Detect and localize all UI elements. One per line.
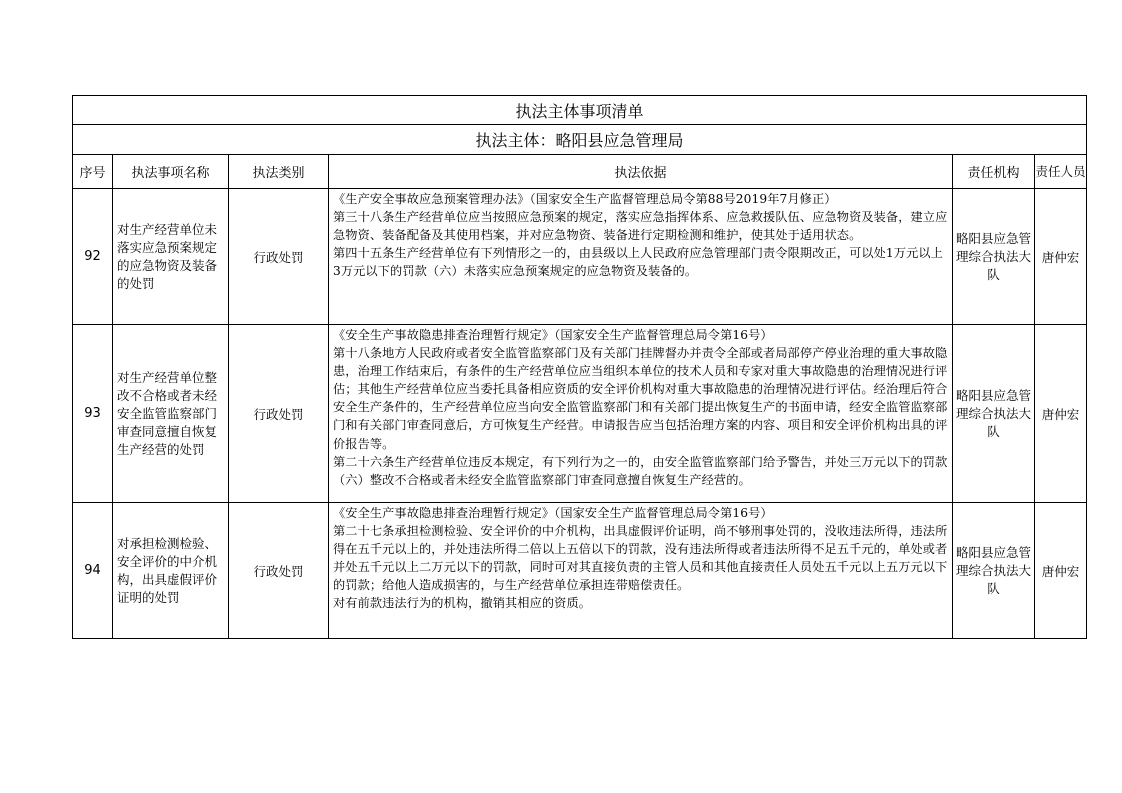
basis-source: 《安全生产事故隐患排查治理暂行规定》（国家安全生产监督管理总局令第16号） <box>333 506 773 520</box>
basis-article: 第二十七条承担检测检验、安全评价的中介机构，出具虚假评价证明，尚不够刑事处罚的，没收违法所得，违法所得在五千元以上的，并处违法所得二倍以上五倍以下的罚款，没有违法所得或者违法所得不足五千元的，单处或者并处五千元以上二万元以下的罚款，同时可对其直接负责的主管人员和其他直接责任人员处五千元以上五万元以下的罚款；给他人造成损害的，与生产经营单位承担连带赔偿责任。 <box>333 524 948 593</box>
row-type: 行政处罚 <box>229 325 329 503</box>
row-person: 唐仲宏 <box>1035 503 1087 639</box>
header-person: 责任人员 <box>1035 155 1087 189</box>
sheet-title: 执法主体事项清单 <box>73 96 1087 125</box>
row-org: 略阳县应急管理综合执法大队 <box>953 325 1035 503</box>
table-row <box>73 503 1087 639</box>
basis-source: 《安全生产事故隐患排查治理暂行规定》（国家安全生产监督管理总局令第16号） <box>333 328 773 342</box>
basis-article: 第十八条地方人民政府或者安全监管监察部门及有关部门挂牌督办并责令全部或者局部停产停业治理的重大事故隐患，治理工作结束后，有条件的生产经营单位应当组织本单位的技术人员和专家对重大事故隐患的治理情况进行评估；其他生产经营单位应当委托具备相应资质的安全评价机构对重大事故隐患的治理情况进行评估。经治理后符合安全生产条件的，生产经营单位应当向安全监管监察部门和有关部门提出恢复生产的书面申请，经安全监管监察部门和有关部门审查同意后，方可恢复生产经营。申请报告应当包括治理方案的内容、项目和安全评价机构出具的评价报告等。 <box>333 346 948 451</box>
header-row <box>73 155 1087 189</box>
header-type: 执法类别 <box>229 155 329 189</box>
header-basis: 执法依据 <box>329 155 953 189</box>
row-item-name: 对生产经营单位整改不合格或者未经安全监管监察部门审查同意擅自恢复生产经营的处罚 <box>113 325 229 503</box>
sheet-subtitle: 执法主体：略阳县应急管理局 <box>73 125 1087 155</box>
row-seq: 94 <box>73 503 113 639</box>
row-org: 略阳县应急管理综合执法大队 <box>953 189 1035 325</box>
row-org: 略阳县应急管理综合执法大队 <box>953 503 1035 639</box>
row-type: 行政处罚 <box>229 503 329 639</box>
basis-article: 第四十五条生产经营单位有下列情形之一的，由县级以上人民政府应急管理部门责令限期改正，可以处1万元以上3万元以下的罚款（六）未落实应急预案规定的应急物资及装备的。 <box>333 246 943 279</box>
header-name: 执法事项名称 <box>113 155 229 189</box>
table-row <box>73 325 1087 503</box>
row-item-name: 对生产经营单位未落实应急预案规定的应急物资及装备的处罚 <box>113 189 229 325</box>
basis-source: 《生产安全事故应急预案管理办法》（国家安全生产监督管理总局令第88号2019年7月修正） <box>333 192 837 206</box>
header-seq: 序号 <box>73 155 113 189</box>
row-seq: 93 <box>73 325 113 503</box>
header-org: 责任机构 <box>953 155 1035 189</box>
row-basis <box>329 325 953 503</box>
row-basis <box>329 503 953 639</box>
row-seq: 92 <box>73 189 113 325</box>
basis-article: 第二十六条生产经营单位违反本规定，有下列行为之一的，由安全监管监察部门给予警告，并处三万元以下的罚款（六）整改不合格或者未经安全监管监察部门审查同意擅自恢复生产经营的。 <box>333 454 948 487</box>
basis-article: 第三十八条生产经营单位应当按照应急预案的规定，落实应急指挥体系、应急救援队伍、应急物资及装备，建立应急物资、装备配备及其使用档案，并对应急物资、装备进行定期检测和维护，使其处于适用状态。 <box>333 210 948 243</box>
row-person: 唐仲宏 <box>1035 189 1087 325</box>
row-item-name: 对承担检测检验、安全评价的中介机构，出具虚假评价证明的处罚 <box>113 503 229 639</box>
basis-article: 对有前款违法行为的机构，撤销其相应的资质。 <box>333 596 592 611</box>
row-type: 行政处罚 <box>229 189 329 325</box>
row-basis <box>329 189 953 325</box>
table-row <box>73 189 1087 325</box>
row-person: 唐仲宏 <box>1035 325 1087 503</box>
enforcement-items-table <box>72 95 1087 639</box>
